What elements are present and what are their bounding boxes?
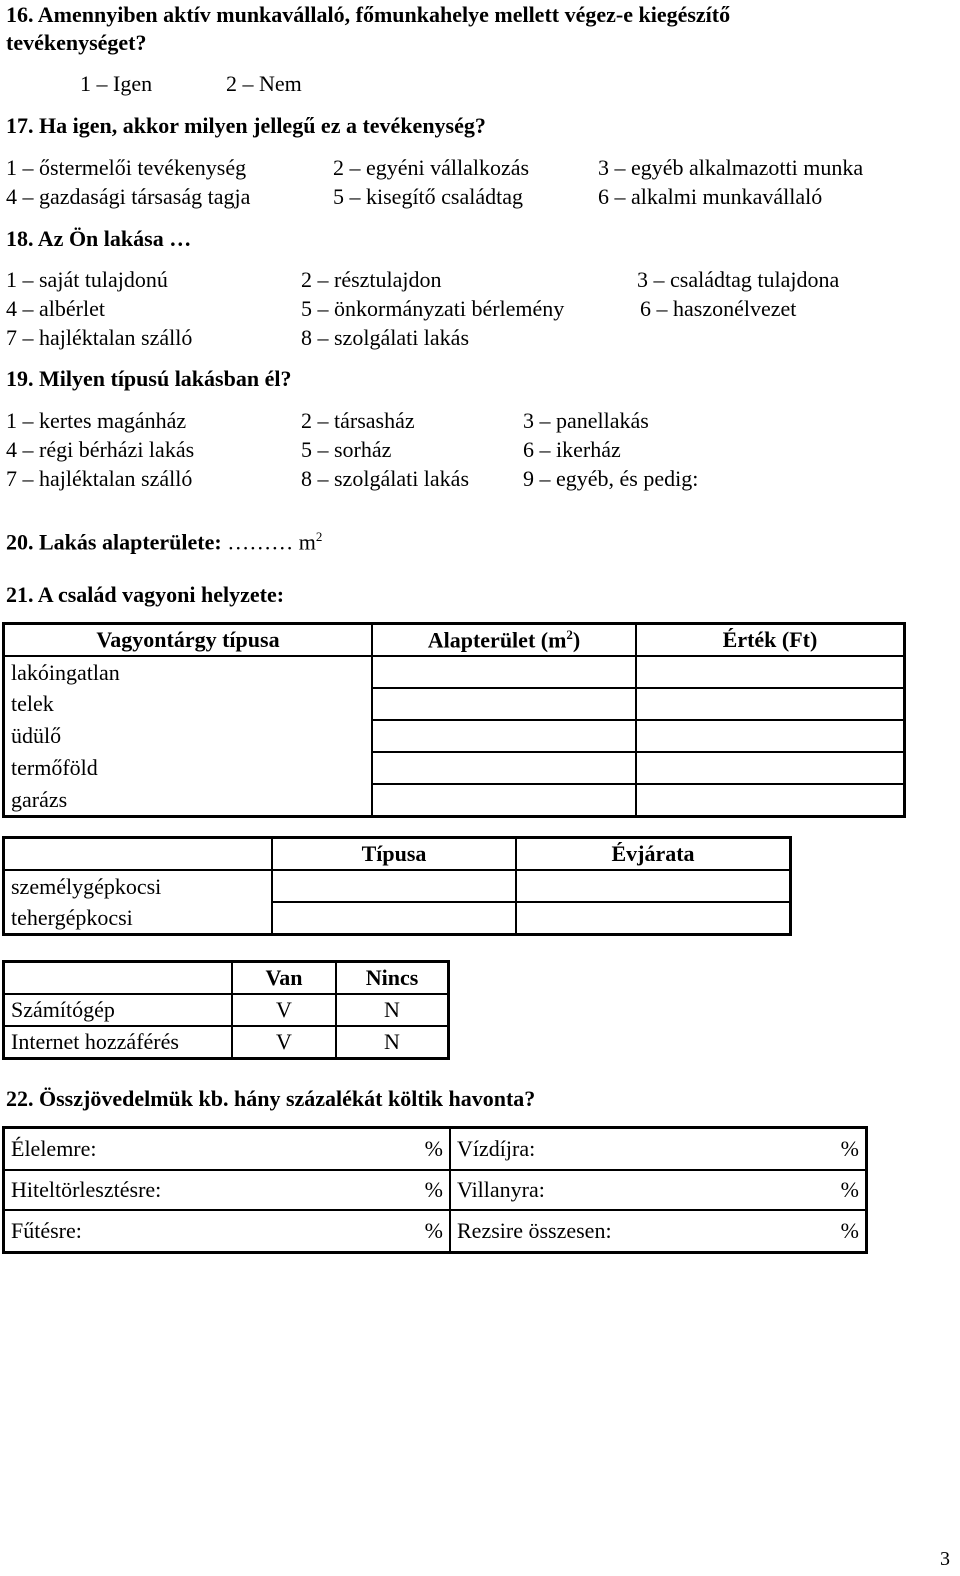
q19-option-1[interactable]: 1 – kertes magánház bbox=[6, 408, 187, 433]
q20-superscript: 2 bbox=[315, 529, 323, 544]
q19-option-3[interactable]: 3 – panellakás bbox=[523, 408, 649, 433]
spending-label: Vízdíjra: bbox=[450, 1128, 823, 1171]
assets-area-cell[interactable] bbox=[372, 784, 636, 817]
table-row bbox=[4, 1170, 867, 1210]
devices-van-option[interactable]: V bbox=[232, 994, 336, 1026]
devices-row-label: Internet hozzáférés bbox=[4, 1026, 233, 1059]
spending-percent-input[interactable]: % bbox=[823, 1170, 867, 1210]
q20-line bbox=[6, 524, 322, 555]
assets-row-label: garázs bbox=[4, 784, 373, 817]
q17-title: 17. Ha igen, akkor milyen jellegű ez a tevékenység? bbox=[6, 113, 486, 138]
spending-percent-input[interactable]: % bbox=[823, 1128, 867, 1171]
q18-title: 18. Az Ön lakása … bbox=[6, 226, 192, 251]
table-row bbox=[4, 994, 449, 1026]
table-row bbox=[4, 784, 905, 817]
assets-value-cell[interactable] bbox=[636, 688, 905, 720]
q18-option-2[interactable]: 2 – résztulajdon bbox=[301, 267, 442, 292]
q18-option-4[interactable]: 4 – albérlet bbox=[6, 296, 105, 321]
q22-title: 22. Összjövedelmük kb. hány százalékát költik havonta? bbox=[6, 1086, 536, 1111]
q18-option-8[interactable]: 8 – szolgálati lakás bbox=[301, 325, 470, 350]
assets-area-cell[interactable] bbox=[372, 688, 636, 720]
devices-header-van: Van bbox=[232, 962, 336, 995]
vehicles-row-label: tehergépkocsi bbox=[4, 902, 273, 935]
table-row bbox=[4, 870, 791, 902]
vehicles-table bbox=[2, 836, 792, 936]
spending-percent-input[interactable]: % bbox=[407, 1128, 450, 1171]
spending-percent-input[interactable]: % bbox=[407, 1210, 450, 1253]
assets-value-cell[interactable] bbox=[636, 720, 905, 752]
q19-option-2[interactable]: 2 – társasház bbox=[301, 408, 415, 433]
q19-option-5[interactable]: 5 – sorház bbox=[301, 437, 392, 462]
assets-table bbox=[2, 622, 906, 818]
q17-option-3[interactable]: 3 – egyéb alkalmazotti munka bbox=[598, 155, 864, 180]
devices-table bbox=[2, 960, 450, 1060]
q19-title: 19. Milyen típusú lakásban él? bbox=[6, 366, 292, 391]
table-row bbox=[4, 656, 905, 688]
vehicles-type-cell[interactable] bbox=[272, 902, 516, 935]
assets-row-label: lakóingatlan bbox=[4, 656, 373, 688]
spending-label: Élelemre: bbox=[4, 1128, 408, 1171]
table-row bbox=[4, 1128, 867, 1171]
q19-option-8[interactable]: 8 – szolgálati lakás bbox=[301, 466, 470, 491]
vehicles-type-cell[interactable] bbox=[272, 870, 516, 902]
assets-row-label: telek bbox=[4, 688, 373, 720]
table-row bbox=[4, 1210, 867, 1253]
vehicles-header-type: Típusa bbox=[272, 838, 516, 871]
q20-area-blank[interactable]: ……… m bbox=[227, 529, 316, 555]
table-row bbox=[4, 1026, 449, 1059]
q17-option-5[interactable]: 5 – kisegítő családtag bbox=[333, 184, 524, 209]
spending-table bbox=[2, 1126, 868, 1254]
vehicles-year-cell[interactable] bbox=[516, 870, 791, 902]
q17-option-2[interactable]: 2 – egyéni vállalkozás bbox=[333, 155, 530, 180]
q20-title: 20. Lakás alapterülete: bbox=[6, 529, 222, 555]
q18-option-3[interactable]: 3 – családtag tulajdona bbox=[637, 267, 840, 292]
devices-van-option[interactable]: V bbox=[232, 1026, 336, 1059]
devices-row-label: Számítógép bbox=[4, 994, 233, 1026]
q18-option-6[interactable]: 6 – haszonélvezet bbox=[640, 296, 797, 321]
q19-option-7[interactable]: 7 – hajléktalan szálló bbox=[6, 466, 193, 491]
spending-label: Fűtésre: bbox=[11, 1218, 82, 1243]
q18-option-5[interactable]: 5 – önkormányzati bérlemény bbox=[301, 296, 565, 321]
table-row bbox=[4, 902, 791, 935]
q18-option-1[interactable]: 1 – saját tulajdonú bbox=[6, 267, 168, 292]
spending-percent-input[interactable]: % bbox=[840, 1218, 859, 1243]
vehicles-header-year: Évjárata bbox=[516, 838, 791, 871]
devices-nincs-option[interactable]: N bbox=[384, 1029, 400, 1054]
vehicles-year-cell[interactable] bbox=[516, 902, 791, 935]
q16-option-no[interactable]: 2 – Nem bbox=[226, 71, 302, 96]
table-row bbox=[4, 720, 905, 752]
table-row bbox=[4, 688, 905, 720]
q21-title: 21. A család vagyoni helyzete: bbox=[6, 582, 285, 607]
q16-title-line2: tevékenységet? bbox=[6, 30, 147, 55]
assets-area-cell[interactable] bbox=[372, 720, 636, 752]
assets-row-label: üdülő bbox=[4, 720, 373, 752]
assets-header-type: Vagyontárgy típusa bbox=[4, 624, 373, 657]
spending-percent-input[interactable]: % bbox=[407, 1170, 450, 1210]
assets-area-cell[interactable] bbox=[372, 656, 636, 688]
assets-header-area: Alapterület $(m^2)$ bbox=[372, 624, 636, 657]
q17-option-1[interactable]: 1 – őstermelői tevékenység bbox=[6, 155, 247, 180]
assets-value-cell[interactable] bbox=[636, 784, 905, 817]
devices-header-empty bbox=[4, 962, 233, 995]
vehicles-header-empty bbox=[4, 838, 273, 871]
q19-option-4[interactable]: 4 – régi bérházi lakás bbox=[6, 437, 195, 462]
q16-option-yes[interactable]: 1 – Igen bbox=[80, 71, 153, 96]
q17-option-4[interactable]: 4 – gazdasági társaság tagja bbox=[6, 184, 251, 209]
assets-header-value: Érték (Ft) bbox=[636, 624, 905, 657]
vehicles-row-label: személygépkocsi bbox=[4, 870, 273, 902]
q19-option-9[interactable]: 9 – egyéb, és pedig: bbox=[523, 466, 699, 491]
table-row bbox=[4, 752, 905, 784]
assets-value-cell[interactable] bbox=[636, 752, 905, 784]
devices-header-nincs: Nincs bbox=[336, 962, 449, 995]
spending-label: Rezsire összesen: bbox=[457, 1218, 612, 1243]
assets-value-cell[interactable] bbox=[636, 656, 905, 688]
page-number: 3 bbox=[940, 1548, 950, 1570]
assets-area-cell[interactable] bbox=[372, 752, 636, 784]
q18-option-7[interactable]: 7 – hajléktalan szálló bbox=[6, 325, 193, 350]
spending-label: Villanyra: bbox=[450, 1170, 823, 1210]
q17-option-6[interactable]: 6 – alkalmi munkavállaló bbox=[598, 184, 823, 209]
q16-title-line1: 16. Amennyiben aktív munkavállaló, főmunkahelye mellett végez-e kiegészítő bbox=[6, 2, 731, 27]
assets-row-label: termőföld bbox=[4, 752, 373, 784]
devices-nincs-option[interactable]: N bbox=[336, 994, 449, 1026]
spending-label: Hiteltörlesztésre: bbox=[4, 1170, 408, 1210]
q19-option-6[interactable]: 6 – ikerház bbox=[523, 437, 621, 462]
